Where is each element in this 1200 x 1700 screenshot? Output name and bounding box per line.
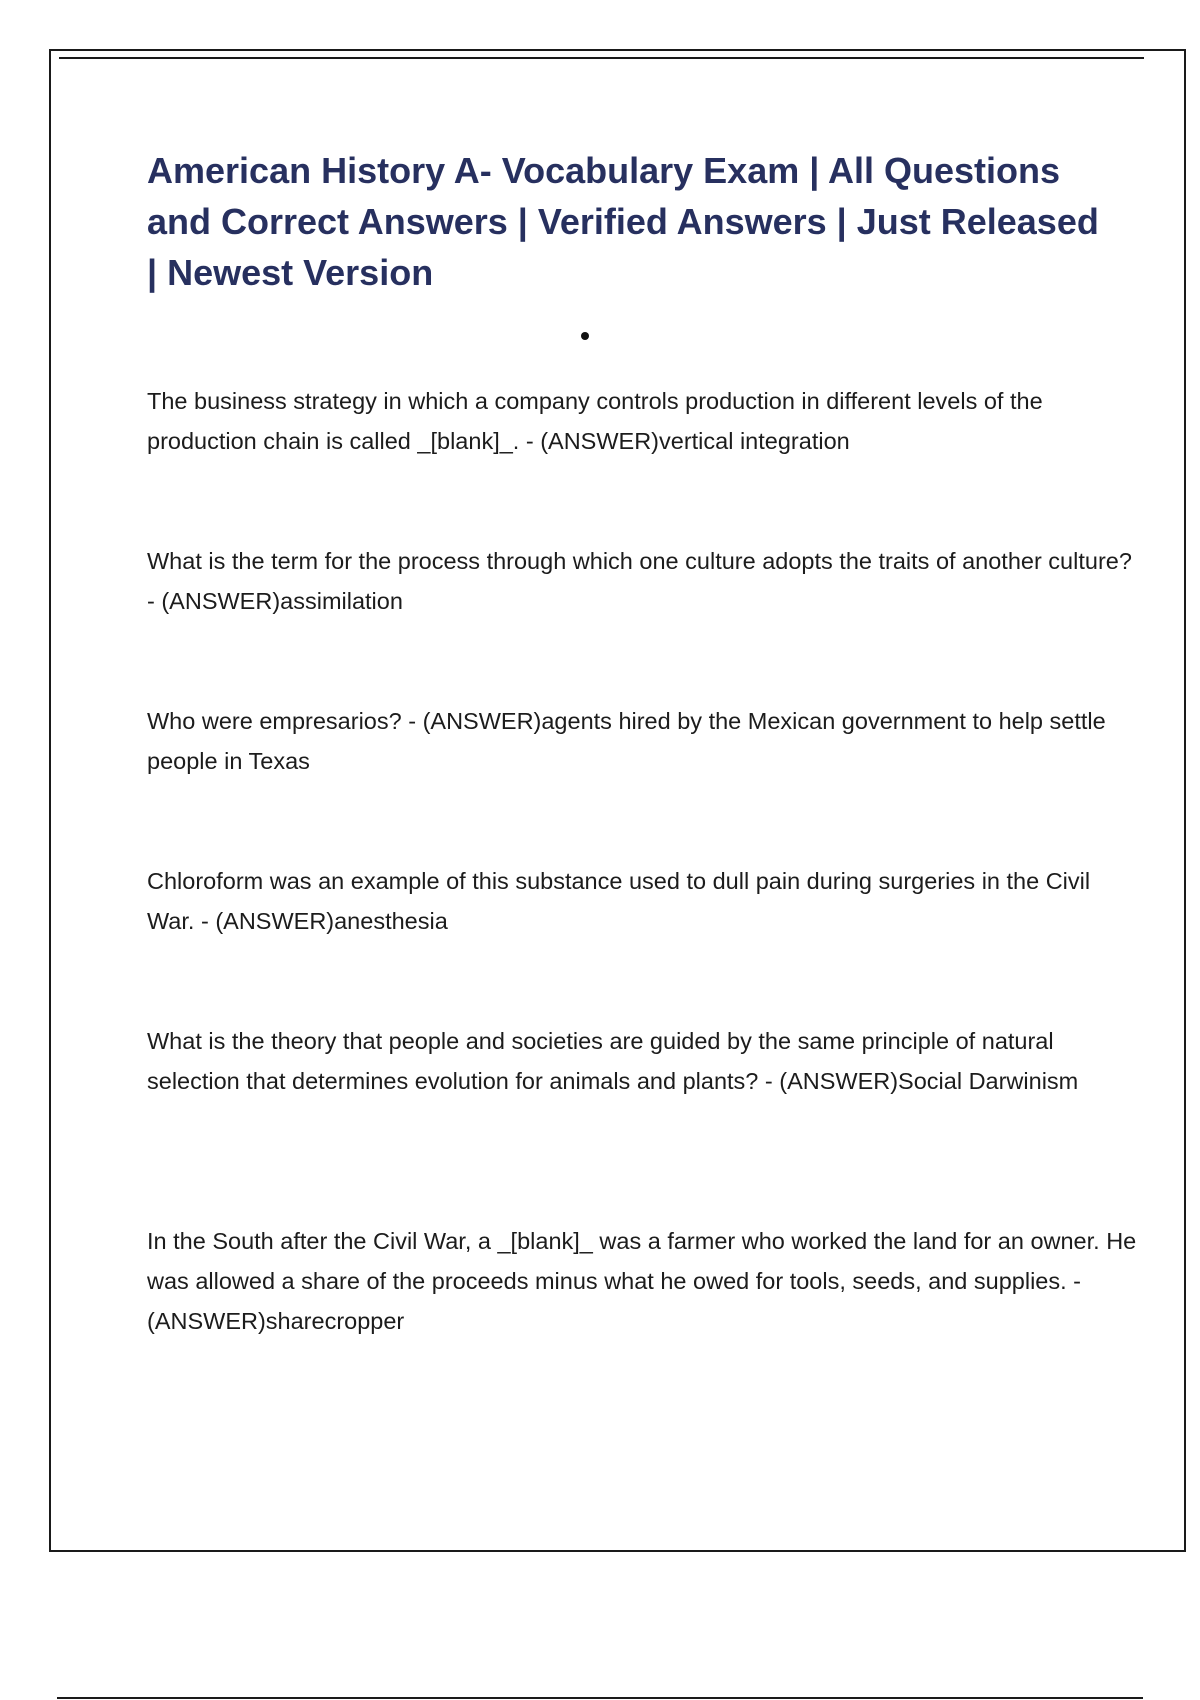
qa-item: Chloroform was an example of this substance used to dull pain during surgeries in the Civil War. - (ANSWER)anesthesia xyxy=(147,868,1091,934)
document-title: American History A- Vocabulary Exam | All Questions and Correct Answers | Verified Answers | Just Released | Newest Version xyxy=(147,150,1099,293)
qa-item: Who were empresarios? - (ANSWER)agents hired by the Mexican government to help settle people in Texas xyxy=(147,708,1106,774)
qa-item: What is the theory that people and societies are guided by the same principle of natural selection that determines evolution for animals and plants? - (ANSWER)Social Darwinism xyxy=(147,1028,1079,1094)
qa-item: In the South after the Civil War, a _[blank]_ was a farmer who worked the land for an owner. He was allowed a share of the proceeds minus what he owed for tools, seeds, and supplies. - (ANSWER)sharecropper xyxy=(147,1228,1137,1334)
bullet-dot xyxy=(581,332,589,340)
qa-item: What is the term for the process through which one culture adopts the traits of another culture? - (ANSWER)assimilation xyxy=(147,548,1132,614)
page-frame xyxy=(49,49,1186,1552)
top-rule xyxy=(59,57,1144,59)
qa-item: The business strategy in which a company controls production in different levels of the production chain is called _[blank]_. - (ANSWER)vertical integration xyxy=(147,388,1043,454)
bottom-rule xyxy=(57,1697,1143,1699)
